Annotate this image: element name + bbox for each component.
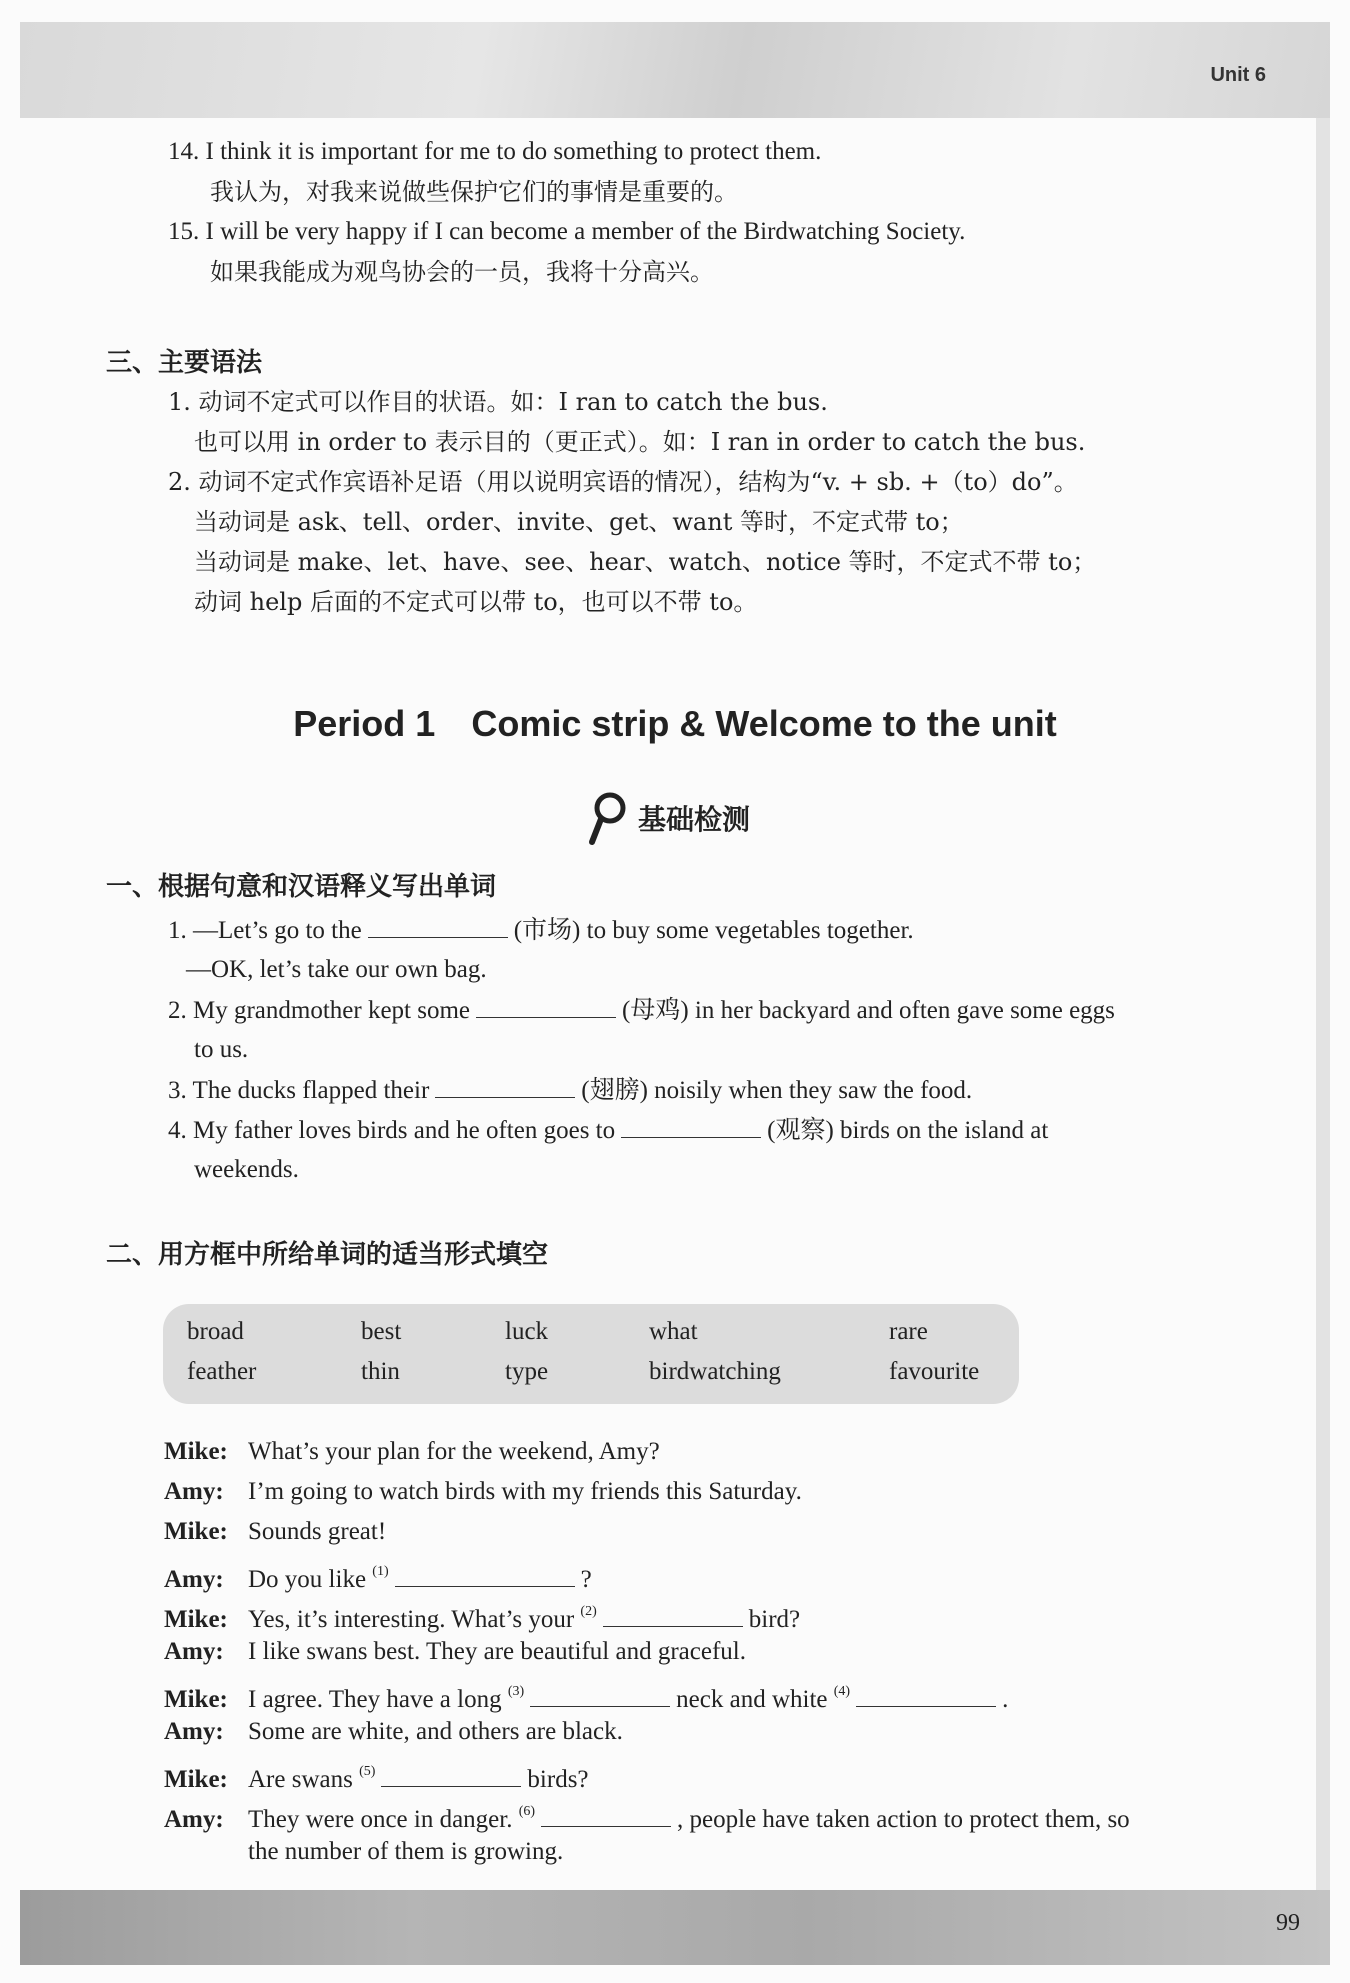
unit-label: Unit 6 — [1210, 64, 1266, 86]
word-best: best — [361, 1318, 402, 1345]
word-what: what — [649, 1318, 698, 1345]
grammar-line-3: 2. 动词不定式作宾语补足语（用以说明宾语的情况），结构为“v. + sb. +（to）do”。 — [168, 468, 1078, 496]
sentence-15-cn: 如果我能成为观鸟协会的一员，我将十分高兴。 — [210, 258, 714, 286]
grammar-line-4: 当动词是 ask、tell、order、invite、get、want 等时，不定式带 to； — [194, 508, 964, 536]
question-2-cont: to us. — [194, 1036, 249, 1063]
section1-heading: 一、根据句意和汉语释义写出单词 — [106, 872, 497, 902]
question-4-cont: weekends. — [194, 1156, 299, 1183]
word-rare: rare — [889, 1318, 928, 1345]
grammar-line-6: 动词 help 后面的不定式可以带 to，也可以不带 to。 — [194, 588, 758, 616]
dialogue-blank-5[interactable] — [381, 1763, 521, 1787]
question-2: 2. My grandmother kept some (母鸡) in her backyard and often gave some eggs — [168, 994, 1115, 1027]
answer-blank-3[interactable] — [435, 1074, 575, 1098]
word-favourite: favourite — [889, 1358, 980, 1385]
dialogue-blank-4[interactable] — [856, 1683, 996, 1707]
answer-blank-4[interactable] — [621, 1114, 761, 1138]
word-type: type — [505, 1358, 549, 1385]
question-4: 4. My father loves birds and he often goes to (观察) birds on the island at — [168, 1114, 1048, 1147]
dialogue-line-5: Mike: Yes, it’s interesting. What’s your $^{(2)}$ bird? — [164, 1604, 801, 1633]
word-thin: thin — [361, 1358, 400, 1385]
dialogue-line-9: Mike: Are swans $^{(5)}$ birds? — [164, 1764, 589, 1793]
word-feather: feather — [187, 1358, 257, 1385]
dialogue-line-7: Mike: I agree. They have a long $^{(3)}$ neck and white $^{(4)}$ . — [164, 1684, 1009, 1713]
basic-test-title — [586, 790, 750, 846]
dialogue-line-10-cont: the number of them is growing. — [248, 1838, 564, 1865]
period-name: Comic strip & Welcome to the unit — [471, 703, 1057, 744]
footer-band — [20, 1890, 1330, 1965]
answer-blank-1[interactable] — [368, 914, 508, 938]
basic-test-label: 基础检测 — [638, 803, 751, 836]
dialogue-line-6: Amy: I like swans best. They are beautiful and graceful. — [164, 1638, 746, 1665]
sentence-14-cn: 我认为，对我来说做些保护它们的事情是重要的。 — [210, 178, 738, 206]
page-number: 99 — [1276, 1910, 1300, 1936]
dialogue-line-8: Amy: Some are white, and others are black. — [164, 1718, 623, 1745]
grammar-line-2: 也可以用 in order to 表示目的（更正式）。如：I ran in order to catch the bus. — [194, 428, 1086, 456]
dialogue-blank-3[interactable] — [530, 1683, 670, 1707]
dialogue-line-3: Mike: Sounds great! — [164, 1518, 387, 1545]
dialogue-line-10: Amy: They were once in danger. $^{(6)}$ , people have taken action to protect them, so — [164, 1804, 1130, 1833]
magnifier-icon — [586, 790, 630, 846]
word-broad: broad — [187, 1318, 244, 1345]
question-1b: —OK, let’s take our own bag. — [186, 956, 487, 983]
period-number: Period 1 — [293, 703, 436, 744]
header-band — [20, 22, 1330, 118]
grammar-heading: 三、主要语法 — [106, 348, 263, 378]
dialogue-line-1: Mike: What’s your plan for the weekend, Amy? — [164, 1438, 660, 1465]
page-edge — [1316, 118, 1330, 1890]
word-birdwatching: birdwatching — [649, 1358, 781, 1385]
grammar-line-5: 当动词是 make、let、have、see、hear、watch、notice 等时，不定式不带 to； — [194, 548, 1097, 576]
word-box — [163, 1304, 1019, 1404]
sentence-15-en: 15. I will be very happy if I can become a member of the Birdwatching Society. — [168, 218, 966, 245]
sentence-14-en: 14. I think it is important for me to do something to protect them. — [168, 138, 822, 165]
question-1a: 1. —Let’s go to the (市场) to buy some vegetables together. — [168, 914, 914, 947]
dialogue-line-2: Amy: I’m going to watch birds with my friends this Saturday. — [164, 1478, 802, 1505]
word-luck: luck — [505, 1318, 549, 1345]
answer-blank-2[interactable] — [476, 994, 616, 1018]
dialogue-blank-6[interactable] — [541, 1803, 671, 1827]
question-3: 3. The ducks flapped their (翅膀) noisily when they saw the food. — [168, 1074, 972, 1107]
dialogue-blank-1[interactable] — [395, 1563, 575, 1587]
dialogue-line-4: Amy: Do you like $^{(1)}$ ? — [164, 1564, 592, 1593]
section2-heading: 二、用方框中所给单词的适当形式填空 — [106, 1240, 549, 1270]
dialogue-blank-2[interactable] — [603, 1603, 743, 1627]
grammar-line-1: 1. 动词不定式可以作目的状语。如：I ran to catch the bus. — [168, 388, 828, 416]
period-title — [0, 703, 1350, 745]
